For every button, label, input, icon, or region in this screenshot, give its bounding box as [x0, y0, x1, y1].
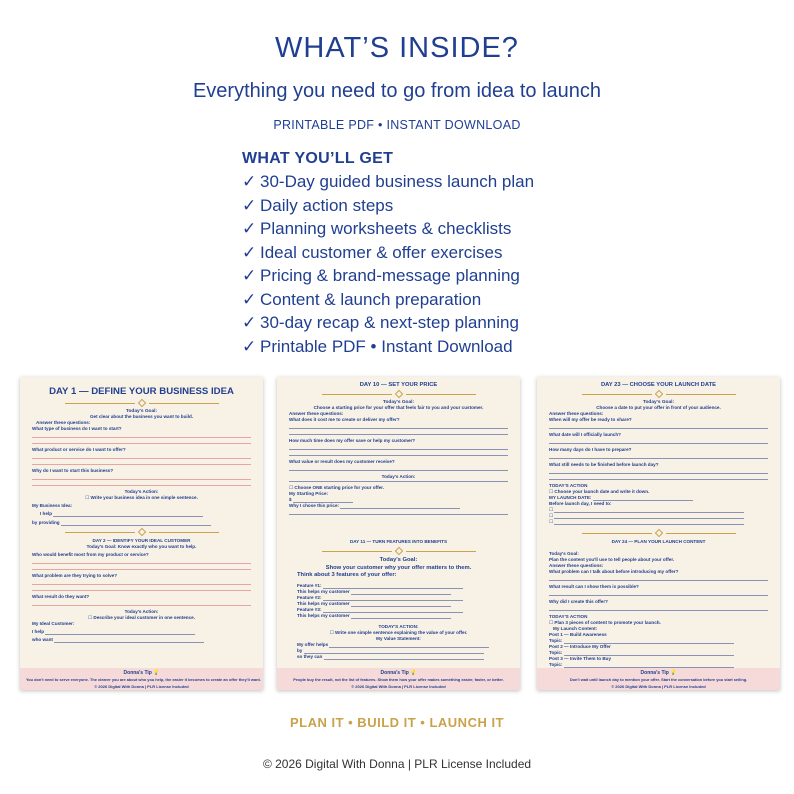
- helps-label: This helps my customer: [297, 600, 350, 606]
- feature-item: [242, 217, 534, 241]
- dollar-sign: $: [289, 497, 292, 502]
- why-text: Why I chose this price:: [289, 503, 340, 508]
- question: What result can I show them is possible?: [549, 584, 639, 589]
- question: Why do I want to start this business?: [32, 468, 114, 473]
- feature-item: [242, 264, 534, 288]
- feature-label: Content & launch preparation: [260, 289, 482, 309]
- action-label: Today's Action:: [124, 609, 159, 614]
- check-icon: ✓: [242, 195, 257, 215]
- tip-text: People buy the result, not the list of features. Show them how your offer makes something easier, faster, or better.: [293, 677, 504, 682]
- helps-label: This helps my customer: [297, 588, 350, 594]
- worksheet-title: DAY 1 — DEFINE YOUR BUSINESS IDEA: [49, 386, 234, 397]
- worksheet-title: DAY 23 — CHOOSE YOUR LAUNCH DATE: [600, 382, 717, 388]
- question: When will my offer be ready to share?: [549, 417, 632, 422]
- feature-label: Printable PDF • Instant Download: [260, 336, 513, 356]
- gold-divider: [549, 529, 768, 537]
- feature-label: 30-day recap & next-step planning: [260, 313, 519, 332]
- action-label: Today's Action:: [381, 474, 416, 479]
- feature-label: Daily action steps: [260, 195, 394, 215]
- action-text: ☐ Choose your launch date and write it down.: [549, 489, 650, 494]
- worksheet-preview-day10: [277, 377, 520, 690]
- question: What product or service do I want to offer?: [32, 447, 126, 452]
- goal-label: Today's Goal:: [125, 409, 158, 414]
- questions-label: Answer these questions:: [289, 411, 344, 416]
- i-help-text: I help: [32, 629, 44, 634]
- goal-text: Plan the content you'll use to tell people about your offer.: [549, 557, 675, 562]
- post-label: Post 1 — Build Awareness: [549, 632, 607, 637]
- goal-label: Today's Goal:: [549, 551, 579, 556]
- gold-divider: [549, 390, 768, 398]
- before-text: Before launch day, I need to:: [549, 501, 612, 506]
- goal-text: Get clear about the business you want to build.: [89, 414, 194, 419]
- goal-text: Choose a starting price for your offer that feels fair to you and your customer.: [313, 405, 484, 410]
- feature-item: [242, 241, 534, 265]
- value-label: My Value Statement:: [376, 635, 421, 641]
- worksheet-preview-day23: [537, 377, 780, 690]
- helps-label: This helps my customer: [297, 612, 350, 618]
- format-tagline: PRINTABLE PDF • INSTANT DOWNLOAD: [273, 118, 521, 132]
- gold-divider: [32, 528, 251, 536]
- feature-item: [242, 335, 534, 359]
- action-text: ☐ Describe your ideal customer in one sentence.: [87, 615, 195, 620]
- what-you-get-heading: WHAT YOU’LL GET: [242, 150, 394, 167]
- question: What type of business do I want to start?: [32, 426, 122, 431]
- page-title: WHAT’S INSIDE?: [275, 32, 519, 64]
- question: What problem are they trying to solve?: [32, 573, 117, 578]
- by-providing-text: by providing: [32, 520, 60, 525]
- check-icon: ✓: [242, 219, 257, 238]
- feature-checklist: [242, 170, 534, 358]
- action-label: TODAY'S ACTION: [549, 483, 588, 488]
- action-text: ☐ Plan 3 pieces of content to promote your launch.: [549, 620, 661, 625]
- who-want-text: who want: [32, 637, 53, 642]
- feature-label: Feature #3:: [297, 606, 322, 612]
- goal-text: Today's Goal: Know exactly who you want to help.: [86, 544, 197, 549]
- feature-label: Feature #1:: [297, 582, 322, 588]
- feature-label: 30-Day guided business launch plan: [260, 172, 535, 191]
- idea-label: My Business Idea:: [32, 503, 73, 508]
- questions-label: Answer these questions:: [549, 563, 604, 568]
- feature-item: [242, 288, 534, 312]
- topic-label: Topic:: [549, 662, 563, 667]
- tip-text: You don't need to serve everyone. The clearer you are about who you help, the easier it becomes to create an offer they'll want.: [26, 677, 261, 682]
- questions-label: Answer these questions:: [36, 420, 91, 425]
- goal-label: Today's Goal:: [642, 400, 675, 405]
- question: How much time does my offer save or help my customer?: [289, 438, 416, 443]
- feature-label: Pricing & brand-message planning: [260, 266, 520, 285]
- tip-text: Don't wait until launch day to mention your offer. Start the conversation before you start selling.: [569, 677, 748, 682]
- post-label: Post 3 — Invite Them to Buy: [549, 656, 612, 661]
- question: What result do they want?: [32, 594, 90, 599]
- worksheet-title: DAY 10 — SET YOUR PRICE: [359, 382, 438, 388]
- offer-helps-text: My offer helps: [297, 641, 329, 647]
- page-subtitle: Everything you need to go from idea to launch: [192, 80, 602, 102]
- page-copyright: © 2026 Digital With Donna | PLR License Included: [94, 684, 189, 689]
- by-text: by: [297, 647, 303, 653]
- check-icon: ✓: [242, 336, 257, 356]
- action-label: TODAY'S ACTION:: [378, 623, 419, 629]
- action-text: ☐ Choose ONE starting price for your offer.: [289, 485, 384, 490]
- post-label: Post 2 — Introduce My Offer: [549, 644, 611, 649]
- section-title: DAY 11 — TURN FEATURES INTO BENEFITS: [349, 539, 448, 544]
- content-label: My Launch Content:: [553, 626, 598, 631]
- checkbox-icon: ☐: [549, 519, 554, 524]
- tip-label: Donna's Tip 💡: [123, 670, 160, 676]
- tip-label: Donna's Tip 💡: [640, 670, 677, 676]
- question: What value or result does my customer receive?: [289, 459, 395, 464]
- question: What does it cost me to create or deliver my offer?: [289, 417, 400, 422]
- question: Why did I create this offer?: [549, 599, 608, 604]
- check-icon: ✓: [242, 289, 257, 309]
- gold-divider: [289, 547, 508, 555]
- question: How many days do I have to prepare?: [549, 447, 632, 452]
- feature-item: [242, 194, 534, 218]
- action-text: ☐ Write your business idea in one simple sentence.: [85, 495, 198, 500]
- page-copyright: © 2026 Digital With Donna | PLR License Included: [611, 684, 706, 689]
- feature-label: Planning worksheets & checklists: [260, 219, 512, 238]
- feature-item: [242, 311, 534, 335]
- topic-label: Topic:: [549, 638, 563, 643]
- ideal-label: My Ideal Customer:: [32, 621, 75, 626]
- section-title: DAY 2 — IDENTIFY YOUR IDEAL CUSTOMER: [92, 538, 191, 543]
- feature-item: [242, 170, 534, 194]
- page-copyright: © 2026 Digital With Donna | PLR License Included: [351, 684, 446, 689]
- worksheet-preview-day1: [20, 377, 263, 690]
- goal-label: Today's Goal:: [382, 400, 415, 405]
- question: Who would benefit most from my product or service?: [32, 552, 149, 557]
- plan-build-launch-tagline: PLAN IT • BUILD IT • LAUNCH IT: [289, 715, 505, 730]
- tip-label: Donna's Tip 💡: [380, 670, 417, 676]
- gold-divider: [289, 390, 508, 398]
- question: What date will I officially launch?: [549, 432, 621, 437]
- feature-label: Feature #2:: [297, 594, 322, 600]
- gold-divider: [32, 399, 251, 407]
- feature-label: Ideal customer & offer exercises: [260, 242, 503, 262]
- check-icon: ✓: [242, 266, 257, 285]
- question: What still needs to be finished before launch day?: [549, 462, 659, 467]
- action-label: TODAY'S ACTION: [549, 614, 588, 619]
- think-text: Think about 3 features of your offer:: [297, 572, 397, 578]
- goal-text: Show your customer why your offer matters to them.: [325, 564, 472, 571]
- questions-label: Answer these questions:: [549, 411, 604, 416]
- price-label: My Starting Price:: [289, 491, 329, 496]
- goal-text: Choose a date to put your offer in front of your audience.: [596, 405, 721, 410]
- question: What problem can I talk about before introducing my offer?: [549, 569, 679, 574]
- copyright-notice: © 2026 Digital With Donna | PLR License Included: [262, 757, 532, 771]
- goal-label: Today's Goal:: [379, 557, 418, 563]
- checkbox-icon: ☐: [549, 507, 554, 512]
- i-help-text: I help: [40, 511, 52, 516]
- topic-label: Topic:: [549, 650, 563, 655]
- check-icon: ✓: [242, 242, 257, 262]
- section-title: DAY 24 — PLAN YOUR LAUNCH CONTENT: [611, 539, 706, 544]
- launch-date-label: MY LAUNCH DATE:: [549, 495, 592, 500]
- action-text: ☐ Write one simple sentence explaining the value of your offer.: [329, 629, 468, 635]
- checkbox-icon: ☐: [549, 513, 554, 518]
- so-they-text: so they can: [297, 653, 323, 659]
- check-icon: ✓: [242, 313, 257, 332]
- action-label: Today's Action:: [124, 489, 159, 494]
- check-icon: ✓: [242, 172, 257, 191]
